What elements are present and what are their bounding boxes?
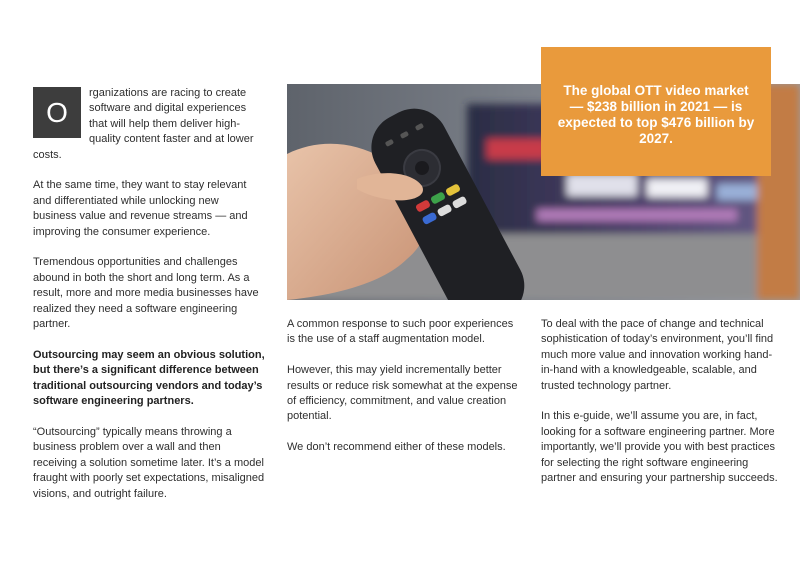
paragraph: We don’t recommend either of these models. [287,441,506,454]
stat-callout-box [541,47,771,176]
bold-paragraph: Outsourcing may seem an obvious solution, but there’s a significant difference between traditional outsourcing vendors and today’s software engineering partners. [33,348,265,408]
paragraph: A common response to such poor experiences is the use of a staff augmentation model. [287,318,514,346]
text-column-1 [33,86,265,517]
intro-paragraph [33,86,265,163]
drop-cap: O [33,87,81,138]
stat-callout-text: The global OTT video market — $238 billion in 2021 — is expected to top $476 billion by 2027. [557,83,755,146]
text-column-3 [541,317,779,502]
intro-text: rganizations are racing to create software and digital experiences that will help them deliver high-quality content faster and at lower costs. [33,87,254,161]
paragraph: Tremendous opportunities and challenges abound in both the short and long term. As a result, more and more media businesses have realized they need a software engineering partner. [33,256,259,331]
paragraph: In this e-guide, we’ll assume you are, in fact, looking for a software engineering partner. More importantly, we’ll provide you with best practices for selecting the right software engineering partner and ensuring your partnership succeeds. [541,410,778,485]
paragraph: “Outsourcing” typically means throwing a business problem over a wall and then receiving a solution sometime later. It’s a model fraught with poorly set expectations, misaligned visions, and outright failure. [33,425,265,500]
paragraph: To deal with the pace of change and technical sophistication of today’s environment, you’ll find much more value and innovation working hand-in-hand with a knowledgeable, scalable, and trusted technology partner. [541,318,774,392]
paragraph: At the same time, they want to stay relevant and differentiated while unlocking new business value and revenue streams — and improving the consumer experience. [33,179,248,238]
text-column-2 [287,317,522,471]
paragraph: However, this may yield incrementally better results or reduce risk somewhat at the expense of efficiency, commitment, and value creation potential. [287,364,518,423]
